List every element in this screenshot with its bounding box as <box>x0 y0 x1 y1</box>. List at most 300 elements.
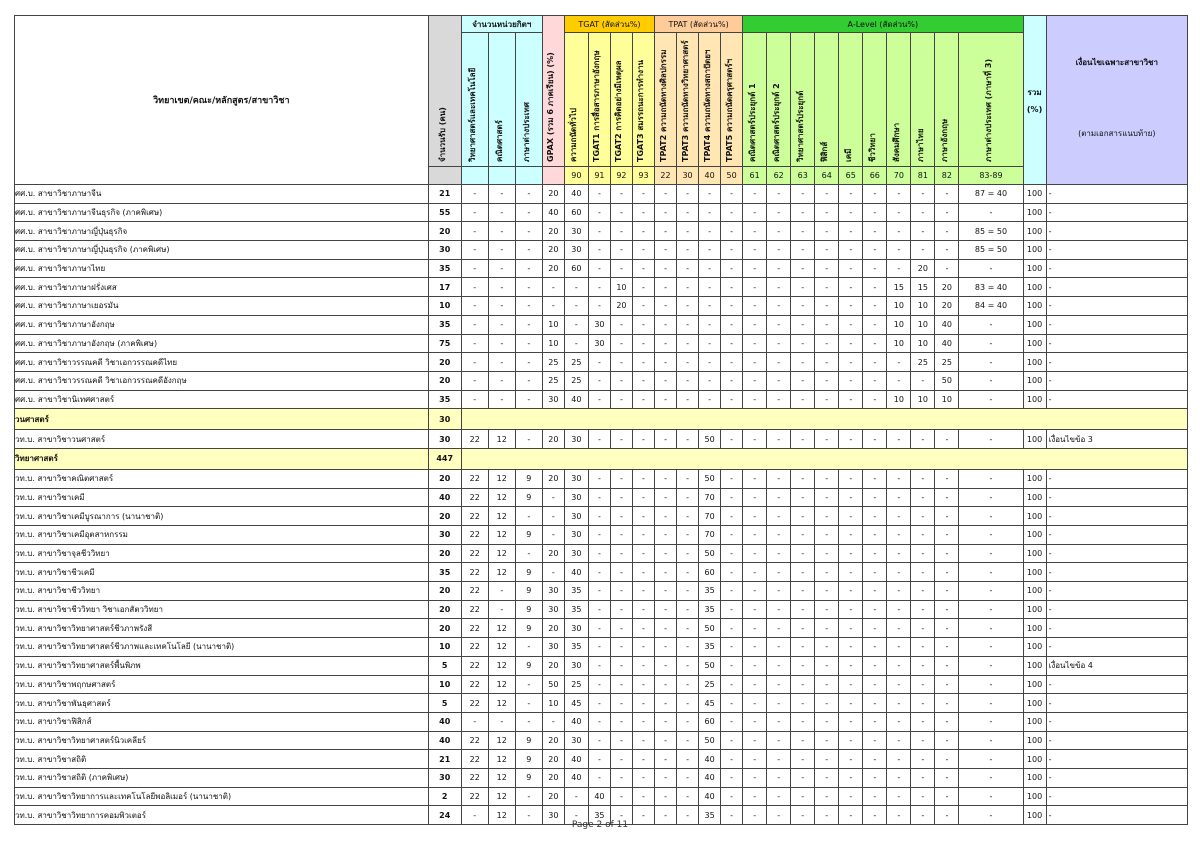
score-cell: - <box>588 731 610 750</box>
score-cell: - <box>515 371 542 390</box>
total-cell: 100 <box>1023 241 1046 260</box>
subject-code-12: 65 <box>839 167 863 185</box>
score-cell: - <box>677 619 699 638</box>
score-cell: - <box>839 278 863 297</box>
score-cell: 9 <box>515 656 542 675</box>
score-cell: - <box>887 507 911 526</box>
score-cell: 20 <box>542 750 564 769</box>
score-cell: 40 <box>564 768 588 787</box>
capacity-cell: 30 <box>428 241 461 260</box>
condition-cell: - <box>1046 675 1187 694</box>
program-name: วท.บ. สาขาวิชาวนศาสตร์ <box>15 430 429 449</box>
total-cell: 100 <box>1023 315 1046 334</box>
score-cell: - <box>743 675 767 694</box>
score-cell: 35 <box>564 600 588 619</box>
score-cell: 15 <box>911 278 935 297</box>
score-cell: - <box>488 222 515 241</box>
score-cell: 30 <box>564 731 588 750</box>
score-cell: - <box>959 787 1023 806</box>
total-cell: 100 <box>1023 750 1046 769</box>
score-cell: - <box>935 638 959 657</box>
capacity-cell: 10 <box>428 638 461 657</box>
score-cell: - <box>791 278 815 297</box>
score-cell: - <box>959 544 1023 563</box>
score-cell: 40 <box>564 563 588 582</box>
subject-code-2: 92 <box>610 167 632 185</box>
score-cell: - <box>767 222 791 241</box>
score-cell: - <box>655 390 677 409</box>
program-name: วท.บ. สาขาวิชาพันธุศาสตร์ <box>15 694 429 713</box>
score-cell: - <box>677 371 699 390</box>
score-cell: - <box>887 694 911 713</box>
score-cell: - <box>743 582 767 601</box>
score-cell: - <box>655 544 677 563</box>
score-cell: 50 <box>699 731 721 750</box>
score-cell: - <box>863 750 887 769</box>
score-cell: 12 <box>488 768 515 787</box>
score-cell: 20 <box>542 787 564 806</box>
score-cell: 9 <box>515 731 542 750</box>
score-cell: - <box>767 582 791 601</box>
program-name: วท.บ. สาขาวิชาเคมีบูรณาการ (นานาชาติ) <box>15 507 429 526</box>
score-cell: - <box>677 712 699 731</box>
capacity-cell: 20 <box>428 353 461 372</box>
score-cell: - <box>935 430 959 449</box>
score-cell: - <box>632 582 654 601</box>
total-cell: 100 <box>1023 334 1046 353</box>
score-cell: - <box>632 563 654 582</box>
table-row <box>15 315 1188 334</box>
score-cell: - <box>767 675 791 694</box>
score-cell: - <box>588 694 610 713</box>
score-cell: 25 <box>564 371 588 390</box>
header-conditions-label: เงื่อนไขเฉพาะสาขาวิชา <box>1075 58 1158 67</box>
condition-cell: - <box>1046 507 1187 526</box>
score-cell: - <box>677 203 699 222</box>
score-cell: - <box>632 656 654 675</box>
table-row <box>15 712 1188 731</box>
score-cell: - <box>632 297 654 316</box>
score-cell: - <box>863 507 887 526</box>
score-cell: - <box>863 353 887 372</box>
header-program: วิทยาเขต/คณะ/หลักสูตร/สาขาวิชา <box>15 16 429 185</box>
score-cell: - <box>655 526 677 545</box>
score-cell: 12 <box>488 544 515 563</box>
score-cell: - <box>655 371 677 390</box>
score-cell: - <box>515 203 542 222</box>
score-cell: - <box>743 241 767 260</box>
score-cell: 40 <box>699 787 721 806</box>
score-cell: 30 <box>564 507 588 526</box>
score-cell: - <box>743 656 767 675</box>
score-cell: - <box>743 430 767 449</box>
total-cell: 100 <box>1023 768 1046 787</box>
score-cell: - <box>839 203 863 222</box>
score-cell: - <box>815 353 839 372</box>
table-row <box>15 544 1188 563</box>
score-cell: - <box>767 430 791 449</box>
score-cell: - <box>815 731 839 750</box>
score-cell: - <box>839 222 863 241</box>
score-cell: - <box>791 353 815 372</box>
total-cell: 100 <box>1023 526 1046 545</box>
score-cell: - <box>515 222 542 241</box>
score-cell: - <box>515 694 542 713</box>
score-cell: - <box>743 353 767 372</box>
score-cell: - <box>632 675 654 694</box>
score-cell: - <box>767 259 791 278</box>
score-cell: - <box>677 544 699 563</box>
score-cell: - <box>911 638 935 657</box>
page-footer: Page 2 of 11 <box>571 820 629 830</box>
capacity-cell: 75 <box>428 334 461 353</box>
score-cell: 22 <box>461 787 488 806</box>
total-cell: 100 <box>1023 222 1046 241</box>
score-cell: - <box>699 315 721 334</box>
score-cell: - <box>959 203 1023 222</box>
score-cell: - <box>959 469 1023 488</box>
header-tgat-2 <box>610 33 632 167</box>
score-cell: - <box>959 656 1023 675</box>
score-cell: 12 <box>488 787 515 806</box>
score-cell: - <box>721 582 743 601</box>
score-cell: - <box>743 185 767 204</box>
score-cell: - <box>588 259 610 278</box>
table-row <box>15 750 1188 769</box>
score-cell: - <box>815 430 839 449</box>
score-cell: - <box>887 619 911 638</box>
score-cell: 20 <box>542 731 564 750</box>
score-cell: - <box>515 430 542 449</box>
score-cell: - <box>959 731 1023 750</box>
score-cell: - <box>815 656 839 675</box>
score-cell: 35 <box>699 806 721 825</box>
score-cell: 9 <box>515 619 542 638</box>
score-cell: - <box>721 712 743 731</box>
score-cell: - <box>863 469 887 488</box>
score-cell: - <box>815 203 839 222</box>
header-tpat-0 <box>655 33 677 167</box>
score-cell: - <box>461 371 488 390</box>
score-cell: - <box>815 712 839 731</box>
score-cell: - <box>610 526 632 545</box>
score-cell: 50 <box>699 619 721 638</box>
score-cell: - <box>515 675 542 694</box>
score-cell: - <box>743 278 767 297</box>
score-cell: - <box>542 712 564 731</box>
score-cell: - <box>887 712 911 731</box>
program-name: ศศ.บ. สาขาวิชาภาษาจีนธุรกิจ (ภาคพิเศษ) <box>15 203 429 222</box>
score-cell: 22 <box>461 526 488 545</box>
score-cell: - <box>767 619 791 638</box>
capacity-cell: 20 <box>428 507 461 526</box>
score-cell: - <box>632 731 654 750</box>
condition-cell: - <box>1046 488 1187 507</box>
header-alevel-3 <box>815 33 839 167</box>
score-cell: - <box>488 185 515 204</box>
score-cell: - <box>542 563 564 582</box>
score-cell: - <box>488 371 515 390</box>
score-cell: - <box>887 806 911 825</box>
score-cell: - <box>815 241 839 260</box>
program-name: วท.บ. สาขาวิชาจุลชีววิทยา <box>15 544 429 563</box>
score-cell: - <box>839 600 863 619</box>
table-row <box>15 768 1188 787</box>
score-cell: - <box>791 259 815 278</box>
total-cell: 100 <box>1023 563 1046 582</box>
score-cell: 40 <box>564 185 588 204</box>
score-cell: - <box>935 806 959 825</box>
score-cell: - <box>791 712 815 731</box>
score-cell: - <box>632 787 654 806</box>
score-cell: - <box>791 694 815 713</box>
score-cell: - <box>863 390 887 409</box>
score-cell: - <box>791 222 815 241</box>
score-cell: - <box>887 656 911 675</box>
score-cell: - <box>488 241 515 260</box>
score-cell: 10 <box>911 297 935 316</box>
score-cell: - <box>887 353 911 372</box>
score-cell: - <box>839 656 863 675</box>
score-cell: 22 <box>461 430 488 449</box>
score-cell: - <box>935 185 959 204</box>
score-cell: 30 <box>564 526 588 545</box>
score-cell: - <box>721 297 743 316</box>
score-cell: - <box>767 731 791 750</box>
table-row <box>15 563 1188 582</box>
condition-cell: - <box>1046 315 1187 334</box>
score-cell: - <box>815 334 839 353</box>
score-cell: - <box>743 787 767 806</box>
score-cell: - <box>610 334 632 353</box>
score-cell: - <box>632 185 654 204</box>
score-cell: 40 <box>935 334 959 353</box>
header-alevel-5-label: ชีววิทยา <box>867 133 877 162</box>
score-cell: - <box>632 430 654 449</box>
score-cell: - <box>791 619 815 638</box>
score-cell: - <box>767 334 791 353</box>
score-cell: 12 <box>488 694 515 713</box>
score-cell: - <box>911 222 935 241</box>
score-cell: - <box>677 297 699 316</box>
capacity-cell: 30 <box>428 526 461 545</box>
score-cell: 12 <box>488 619 515 638</box>
condition-cell: - <box>1046 278 1187 297</box>
section-filler <box>461 448 1187 469</box>
score-cell: - <box>935 544 959 563</box>
score-cell: 45 <box>564 694 588 713</box>
program-name: วท.บ. สาขาวิชาวิทยาศาสตร์พื้นพิภพ <box>15 656 429 675</box>
header-tgat-1 <box>588 33 610 167</box>
score-cell: - <box>911 544 935 563</box>
score-cell: 40 <box>564 750 588 769</box>
score-cell: - <box>588 371 610 390</box>
score-cell: 20 <box>542 768 564 787</box>
score-cell: - <box>610 600 632 619</box>
header-tgat-3 <box>632 33 654 167</box>
admission-table <box>14 15 1188 825</box>
score-cell: - <box>863 768 887 787</box>
score-cell: - <box>839 488 863 507</box>
score-cell: - <box>632 768 654 787</box>
score-cell: - <box>515 259 542 278</box>
total-cell: 100 <box>1023 675 1046 694</box>
score-cell: 20 <box>542 544 564 563</box>
score-cell: - <box>863 488 887 507</box>
condition-cell: - <box>1046 806 1187 825</box>
code-blank-gpax <box>542 167 564 185</box>
score-cell: - <box>610 582 632 601</box>
score-cell: - <box>677 582 699 601</box>
score-cell: - <box>863 619 887 638</box>
score-cell: - <box>743 806 767 825</box>
score-cell: - <box>815 638 839 657</box>
score-cell: - <box>588 526 610 545</box>
score-cell: 45 <box>699 694 721 713</box>
score-cell: - <box>767 353 791 372</box>
score-cell: - <box>863 241 887 260</box>
capacity-cell: 40 <box>428 488 461 507</box>
score-cell: - <box>791 675 815 694</box>
score-cell: 9 <box>515 526 542 545</box>
score-cell: 10 <box>887 390 911 409</box>
header-alevel-3-label: ฟิสิกส์ <box>819 141 829 162</box>
score-cell: - <box>699 297 721 316</box>
score-cell: - <box>515 787 542 806</box>
score-cell: - <box>461 278 488 297</box>
capacity-cell: 21 <box>428 750 461 769</box>
score-cell: - <box>542 526 564 545</box>
score-cell: - <box>461 241 488 260</box>
score-cell: - <box>839 469 863 488</box>
score-cell: - <box>699 222 721 241</box>
score-cell: - <box>721 390 743 409</box>
score-cell: - <box>935 488 959 507</box>
capacity-cell: 17 <box>428 278 461 297</box>
score-cell: - <box>655 656 677 675</box>
score-cell: - <box>610 619 632 638</box>
program-name: ศศ.บ. สาขาวิชาภาษาอังกฤษ <box>15 315 429 334</box>
score-cell: - <box>887 638 911 657</box>
score-cell: 50 <box>699 469 721 488</box>
score-cell: - <box>911 488 935 507</box>
score-cell: 10 <box>911 334 935 353</box>
score-cell: - <box>632 222 654 241</box>
subject-code-1: 91 <box>588 167 610 185</box>
score-cell: 9 <box>515 563 542 582</box>
score-cell: 60 <box>564 259 588 278</box>
score-cell: - <box>911 241 935 260</box>
score-cell: 20 <box>935 297 959 316</box>
score-cell: - <box>655 563 677 582</box>
score-cell: - <box>887 526 911 545</box>
score-cell: - <box>564 297 588 316</box>
capacity-cell: 20 <box>428 600 461 619</box>
score-cell: - <box>791 430 815 449</box>
score-cell: - <box>791 334 815 353</box>
score-cell: - <box>911 806 935 825</box>
score-cell: - <box>588 656 610 675</box>
score-cell: - <box>815 694 839 713</box>
score-cell: - <box>699 278 721 297</box>
score-cell: - <box>632 750 654 769</box>
score-cell: - <box>632 526 654 545</box>
score-cell: - <box>677 731 699 750</box>
subject-code-3: 93 <box>632 167 654 185</box>
score-cell: - <box>959 353 1023 372</box>
code-blank-unit-1 <box>488 167 515 185</box>
score-cell: - <box>588 544 610 563</box>
total-cell: 100 <box>1023 582 1046 601</box>
total-cell: 100 <box>1023 656 1046 675</box>
score-cell: - <box>911 600 935 619</box>
score-cell: - <box>721 488 743 507</box>
table-row <box>15 675 1188 694</box>
score-cell: - <box>655 600 677 619</box>
score-cell: - <box>677 259 699 278</box>
score-cell: - <box>815 278 839 297</box>
score-cell: - <box>863 638 887 657</box>
score-cell: 30 <box>564 469 588 488</box>
capacity-cell: 2 <box>428 787 461 806</box>
score-cell: - <box>887 731 911 750</box>
score-cell: - <box>767 469 791 488</box>
score-cell: - <box>791 638 815 657</box>
subject-code-9: 62 <box>767 167 791 185</box>
condition-cell: - <box>1046 222 1187 241</box>
score-cell: - <box>743 600 767 619</box>
total-cell: 100 <box>1023 390 1046 409</box>
score-cell: - <box>632 806 654 825</box>
score-cell: - <box>887 787 911 806</box>
score-cell: - <box>959 334 1023 353</box>
score-cell: - <box>721 600 743 619</box>
score-cell: - <box>515 638 542 657</box>
score-cell: - <box>488 712 515 731</box>
score-cell: - <box>655 315 677 334</box>
score-cell: - <box>632 469 654 488</box>
score-cell: - <box>677 638 699 657</box>
score-cell: - <box>935 526 959 545</box>
capacity-cell: 20 <box>428 371 461 390</box>
score-cell: - <box>677 353 699 372</box>
score-cell: 20 <box>542 259 564 278</box>
score-cell: - <box>515 390 542 409</box>
score-cell: - <box>721 315 743 334</box>
table-row <box>15 507 1188 526</box>
header-tgat-3-label: TGAT3 สมรรถนะการทำงาน <box>636 59 646 162</box>
score-cell: - <box>959 259 1023 278</box>
score-cell: - <box>677 185 699 204</box>
score-cell: - <box>588 768 610 787</box>
score-cell: 50 <box>542 675 564 694</box>
score-cell: 84 = 40 <box>959 297 1023 316</box>
score-cell: - <box>610 787 632 806</box>
score-cell: - <box>839 353 863 372</box>
score-cell: 40 <box>564 390 588 409</box>
score-cell: - <box>743 390 767 409</box>
score-cell: - <box>911 563 935 582</box>
condition-cell: - <box>1046 544 1187 563</box>
score-cell: - <box>488 600 515 619</box>
table-row <box>15 390 1188 409</box>
total-cell: 100 <box>1023 185 1046 204</box>
score-cell: - <box>610 675 632 694</box>
score-cell: 25 <box>911 353 935 372</box>
score-cell: - <box>743 222 767 241</box>
score-cell: - <box>515 315 542 334</box>
header-conditions <box>1046 16 1187 185</box>
